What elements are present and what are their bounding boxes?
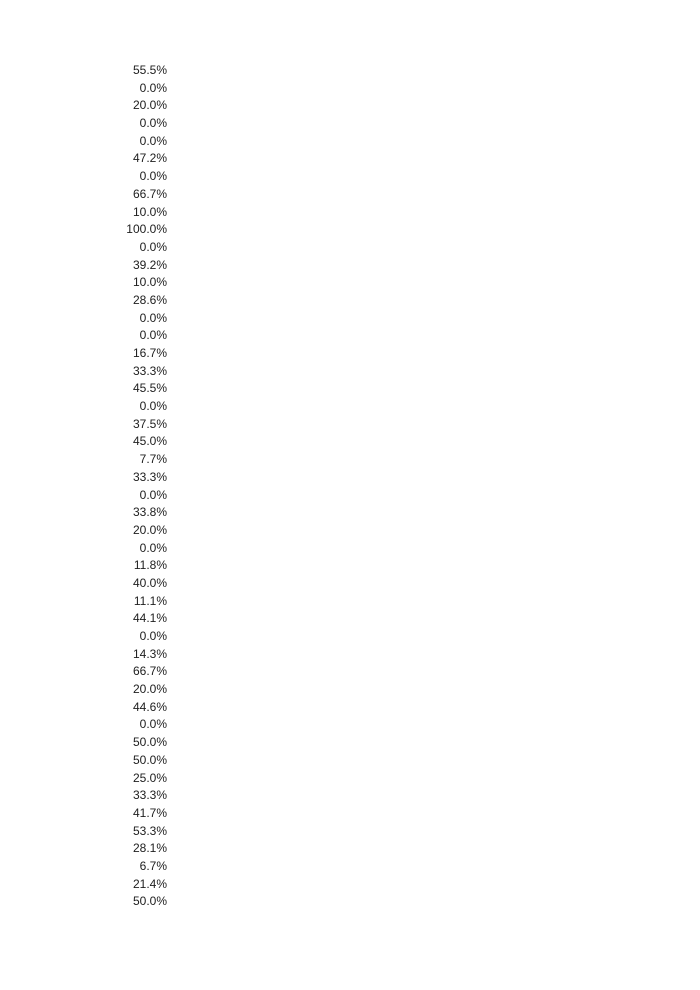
percentage-cell: 28.6% xyxy=(132,292,167,307)
percentage-cell: 28.1% xyxy=(132,841,167,856)
percentage-cell: 0.0% xyxy=(139,80,167,95)
percentage-cell: 66.7% xyxy=(132,664,167,679)
percentage-cell: 10.0% xyxy=(132,275,167,290)
percentage-cell: 37.5% xyxy=(132,416,167,431)
percentage-cell: 7.7% xyxy=(139,452,167,467)
percentage-cell: 45.5% xyxy=(132,381,167,396)
percentage-cell: 53.3% xyxy=(132,823,167,838)
percentage-cell: 25.0% xyxy=(132,770,167,785)
percentage-cell: 0.0% xyxy=(139,399,167,414)
percentage-cell: 41.7% xyxy=(132,805,167,820)
percentage-cell: 50.0% xyxy=(132,752,167,767)
percentage-cell: 20.0% xyxy=(132,682,167,697)
percentage-cell: 44.6% xyxy=(132,699,167,714)
percentage-cell: 39.2% xyxy=(132,257,167,272)
percentage-cell: 33.3% xyxy=(132,788,167,803)
percentage-cell: 0.0% xyxy=(139,717,167,732)
percentage-cell: 11.8% xyxy=(133,558,167,573)
percentage-cell: 55.5% xyxy=(132,63,167,77)
percentage-cell: 14.3% xyxy=(132,646,167,661)
percentage-cell: 0.0% xyxy=(139,328,167,343)
percentage-cell: 47.2% xyxy=(132,151,167,166)
percentage-cell: 40.0% xyxy=(132,575,167,590)
percentage-cell: 0.0% xyxy=(139,116,167,131)
percentage-column xyxy=(0,62,167,911)
percentage-cell: 100.0% xyxy=(126,222,167,237)
percentage-cell: 21.4% xyxy=(132,876,167,891)
percentage-cell: 20.0% xyxy=(132,522,167,537)
percentage-cell: 11.1% xyxy=(133,593,167,608)
percentage-cell: 0.0% xyxy=(139,487,167,502)
percentage-cell: 33.8% xyxy=(132,505,167,520)
percentage-cell: 10.0% xyxy=(132,204,167,219)
percentage-cell: 44.1% xyxy=(132,611,167,626)
percentage-cell: 0.0% xyxy=(139,133,167,148)
percentage-cell: 0.0% xyxy=(139,540,167,555)
percentage-cell: 20.0% xyxy=(132,98,167,113)
percentage-cell: 0.0% xyxy=(139,169,167,184)
percentage-cell: 33.3% xyxy=(132,363,167,378)
percentage-cell: 45.0% xyxy=(132,434,167,449)
percentage-cell: 50.0% xyxy=(132,735,167,750)
percentage-cell: 50.0% xyxy=(132,894,167,909)
percentage-cell: 0.0% xyxy=(139,629,167,643)
percentage-cell: 33.3% xyxy=(132,469,167,484)
percentage-cell: 6.7% xyxy=(139,858,167,873)
percentage-cell: 16.7% xyxy=(132,346,167,360)
percentage-cell: 66.7% xyxy=(132,186,167,201)
percentage-cell: 0.0% xyxy=(139,310,167,325)
percentage-cell: 0.0% xyxy=(139,239,167,254)
